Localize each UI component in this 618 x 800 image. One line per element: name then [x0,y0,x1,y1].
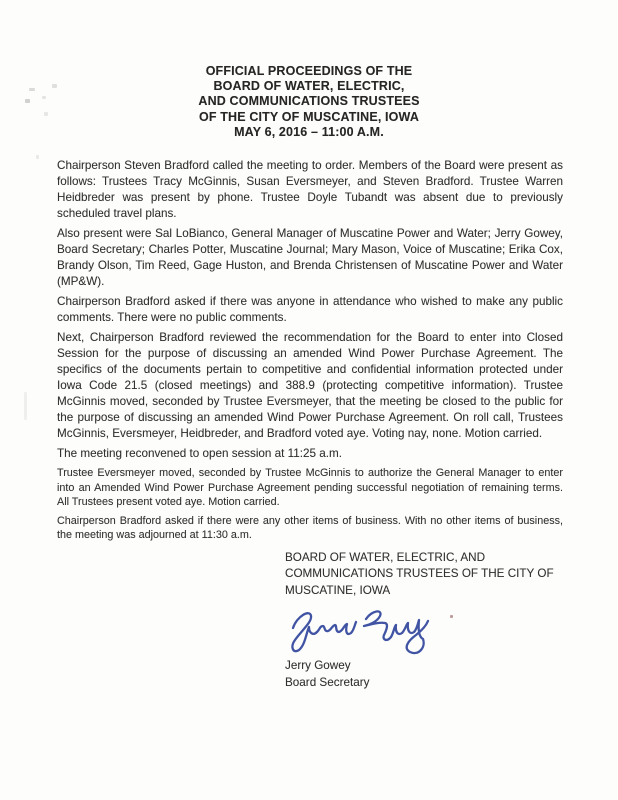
scan-artifact [36,155,39,159]
closing-org-line-3: MUSCATINE, IOWA [285,583,391,597]
scan-artifact [24,392,27,420]
closing-org-line-2: COMMUNICATIONS TRUSTEES OF THE CITY OF [285,567,554,581]
title-line-trustees: AND COMMUNICATIONS TRUSTEES [198,94,420,109]
signature-ink-jerry [292,613,356,651]
closing-block [285,550,563,691]
signer-title: Board Secretary [285,675,370,689]
paragraph-authorize-agreement: Trustee Eversmeyer moved, seconded by Trustee McGinnis to authorize the General Manager to enter into an Amended Wind Power Purchase Agreement pending successful negotiation of remaining terms. All Trustees present voted aye. Motion carried. [57,467,563,509]
closing-org-line-1: BOARD OF WATER, ELECTRIC, AND [285,550,486,564]
handwritten-signature [280,606,432,658]
paragraph-adjournment: Chairperson Bradford asked if there were any other items of business. With no other items of business, the meeting was adjourned at 11:30 a.m. [57,514,563,542]
paragraph-reconvened: The meeting reconvened to open session at 11:25 a.m. [57,447,343,460]
signature-ink-gowey [364,612,428,654]
document-body [57,158,563,691]
title-line-date-time: MAY 6, 2016 – 11:00 A.M. [234,124,384,139]
paragraph-public-comments: Chairperson Bradford asked if there was anyone in attendance who wished to make any public comments. There were no public comments. [57,295,563,324]
paragraph-also-present: Also present were Sal LoBianco, General Manager of Muscatine Power and Water; Jerry Gowey, Board Secretary; Charles Potter, Muscatine Journal; Mary Mason, Voice of Muscatine; Erika Cox, Brandy Olson, Tim Reed, Gage Huston, and Brenda Christensen of Muscatine Power and Water (MP&W). [57,227,563,288]
title-line-city: OF THE CITY OF MUSCATINE, IOWA [198,109,419,124]
title-line-board: BOARD OF WATER, ELECTRIC, [213,79,405,94]
paragraph-closed-session-motion: Next, Chairperson Bradford reviewed the recommendation for the Board to enter into Closed Session for the purpose of discussing an amended Wind Power Purchase Agreement. The specifics of the documents pertain to competitive and confidential information protected under Iowa Code 21.5 (closed meetings) and 388.9 (protecting competitive information). Trustee McGinnis moved, seconded by Trustee Eversmeyer, that the meeting be closed to the public for the purpose of discussing an amended Wind Power Purchase Agreement. On roll call, Trustees McGinnis, Eversmeyer, Heidbreder, and Bradford voted aye. Voting nay, none. Motion carried. [57,331,563,440]
signer-name: Jerry Gowey [285,659,351,673]
paragraph-call-to-order: Chairperson Steven Bradford called the meeting to order. Members of the Board were present as follows: Trustees Tracy McGinnis, Susan Eversmeyer, and Steven Bradford. Trustee Warren Heidbreder was present by phone. Trustee Doyle Tubandt was absent due to previously scheduled travel plans. [57,159,563,220]
document-title [0,64,618,140]
title-line-proceedings: OFFICIAL PROCEEDINGS OF THE [205,64,413,78]
